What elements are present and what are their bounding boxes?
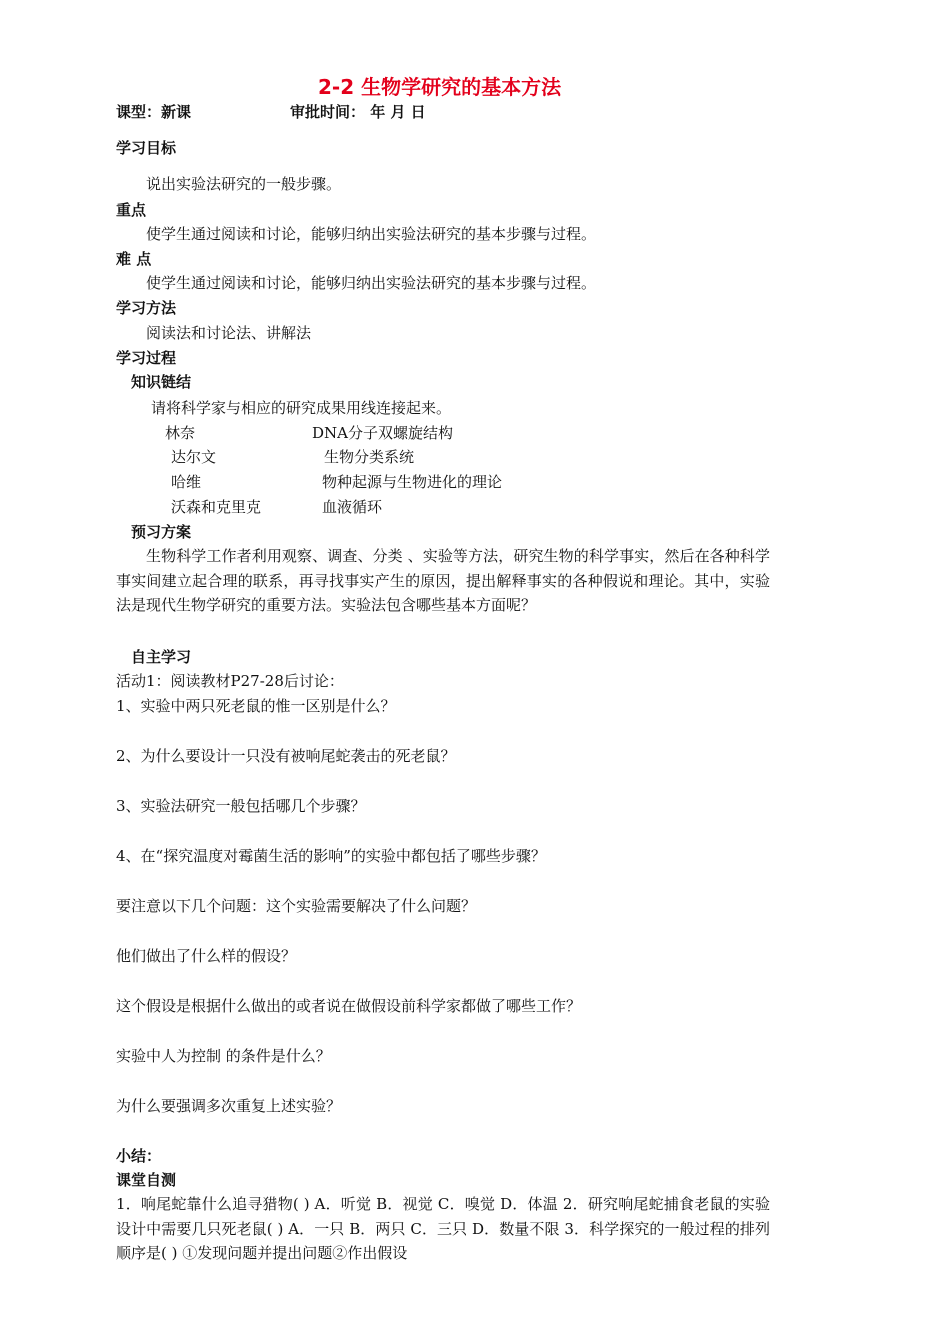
research-result: 血液循环 xyxy=(322,498,383,516)
summary-heading: 小结： xyxy=(116,1147,162,1165)
research-result: 生物分类系统 xyxy=(324,448,415,466)
process-heading: 学习过程 xyxy=(116,349,177,367)
self-test-questions: 1．响尾蛇靠什么追寻猎物( ) A．听觉 B．视觉 C．嗅觉 D．体温 2．研究响尾蛇捕食老鼠的实验设计中需要几只死老鼠( ) A．一只 B．两只 C．三只 D．数量不限 3．科学探究的一般过程的排列顺序是( ) ①发现问题并提出问题②作出假设 xyxy=(116,1195,770,1262)
question-item: 4、在“探究温度对霉菌生活的影响”的实验中都包括了哪些步骤？ xyxy=(116,847,546,865)
approval-time: 审批时间： 年 月 日 xyxy=(290,103,426,121)
question-item: 1、实验中两只死老鼠的惟一区别是什么？ xyxy=(116,697,396,715)
method-heading: 学习方法 xyxy=(116,299,177,317)
research-result: 物种起源与生物进化的理论 xyxy=(322,473,503,491)
knowledge-link-instruction: 请将科学家与相应的研究成果用线连接起来。 xyxy=(151,399,452,417)
question-item: 他们做出了什么样的假设？ xyxy=(116,947,297,965)
scientist-name: 哈维 xyxy=(171,473,202,491)
method-text: 阅读法和讨论法、讲解法 xyxy=(146,324,312,342)
scientist-name: 林奈 xyxy=(165,424,196,442)
key-point-text: 使学生通过阅读和讨论，能够归纳出实验法研究的基本步骤与过程。 xyxy=(146,225,597,243)
scientist-name: 达尔文 xyxy=(171,448,217,466)
activity-1: 活动1：阅读教材P27-28后讨论： xyxy=(116,672,344,690)
question-item: 实验中人为控制 的条件是什么？ xyxy=(116,1047,331,1065)
question-item: 要注意以下几个问题：这个实验需要解决了什么问题？ xyxy=(116,897,477,915)
objectives-heading: 学习目标 xyxy=(116,139,177,157)
difficulty-heading: 难 点 xyxy=(116,250,152,268)
question-item: 这个假设是根据什么做出的或者说在做假设前科学家都做了哪些工作？ xyxy=(116,997,582,1015)
self-test-heading: 课堂自测 xyxy=(116,1171,177,1189)
question-item: 为什么要强调多次重复上述实验？ xyxy=(116,1097,342,1115)
research-result: DNA分子双螺旋结构 xyxy=(312,424,453,442)
question-item: 3、实验法研究一般包括哪几个步骤？ xyxy=(116,797,366,815)
page-title: 2-2 生物学研究的基本方法 xyxy=(318,75,562,99)
key-point-heading: 重点 xyxy=(116,201,147,219)
difficulty-text: 使学生通过阅读和讨论，能够归纳出实验法研究的基本步骤与过程。 xyxy=(146,274,597,292)
scientist-name: 沃森和克里克 xyxy=(171,498,262,516)
question-item: 2、为什么要设计一只没有被响尾蛇袭击的死老鼠？ xyxy=(116,747,456,765)
lesson-type: 课型：新课 xyxy=(116,103,192,121)
knowledge-link-heading: 知识链结 xyxy=(131,373,192,391)
preview-paragraph: 生物科学工作者利用观察、调查、分类 、实验等方法，研究生物的科学事实，然后在各种科学事实间建立起合理的联系，再寻找事实产生的原因，提出解释事实的各种假说和理论。其中，实验法是现代生物学研究的重要方法。实验法包含哪些基本方面呢？ xyxy=(116,547,770,614)
preview-heading: 预习方案 xyxy=(131,523,192,541)
objectives-text: 说出实验法研究的一般步骤。 xyxy=(146,175,342,193)
self-study-heading: 自主学习 xyxy=(131,648,192,666)
